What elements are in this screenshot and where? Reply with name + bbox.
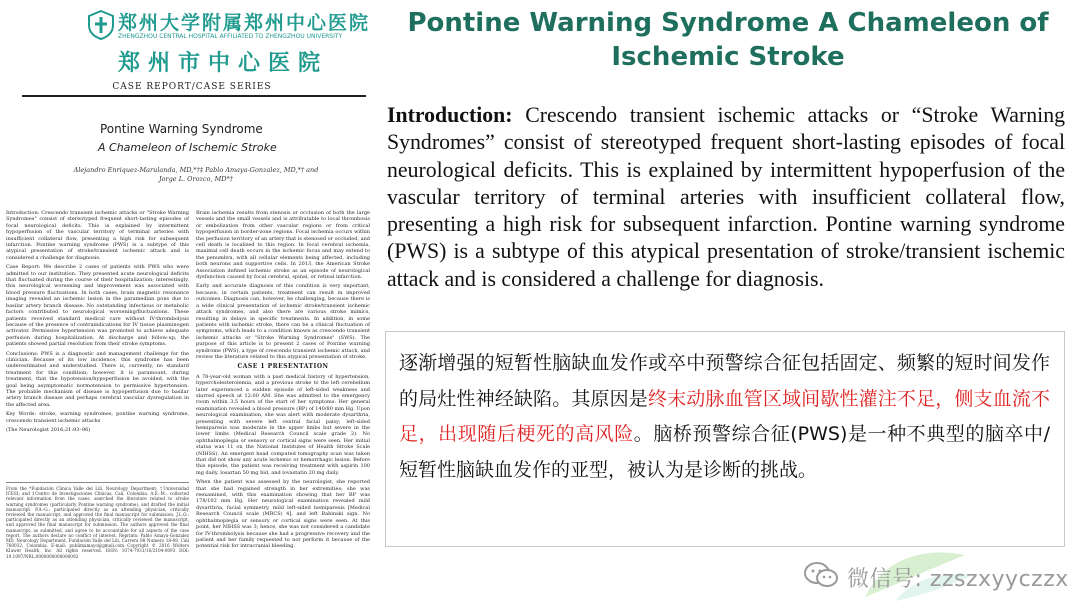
slide-title: Pontine Warning Syndrome A Chameleon of Ischemic Stroke [407, 8, 1049, 72]
body-paragraph: When the patient was assessed by the neurologist, she reported that she had regained strength in her extremities; she was reexamined, with this examination showing that her BP was 178/102 mm Hg. Her neurological examination revealed mild dysarthria, facial symmetry, mild left-sided hemiparesis [Medical Research Council scale (MRCS) 4], and left Babinski sign. No ophthalmoplegia or sensory or cortical signs were seen. At this point, her NIHSS was 3; hence, she was not considered a candidate for IV-thrombolysis because she had a progressive recovery and the patient and her family requested to not perform it because of the potential risk for intracranial bleeding. [196, 479, 370, 550]
hospital-name-en: ZHENGZHOU CENTRAL HOSPITAL AFFILIATED TO ZHENGZHOU UNIVERSITY [118, 33, 343, 40]
case-heading: CASE 1 PRESENTATION [237, 363, 329, 371]
translation-part-1: 逐渐增强的短暂性脑缺血发作或卒中预警综合征包括固定、频繁的短时间发作的局灶性神经缺陷。其原因是 [399, 352, 1050, 410]
translation-text [399, 346, 1050, 488]
abstract-citation: (The Neurologist 2016;21:93–96) [6, 427, 91, 433]
body-paragraph: A 78-year-old woman with a past medical history of hypertension, hypercholesterolemia, and a previous stroke to the left cerebellum later experienced a sudden episode of left-sided weakness and slurred speech at 12:00 AM. She was admitted to the emergency room within 3.5 hours of the start of her symptoms. Her general examination revealed a blood pressure (BP) of 140/80 mm Hg. Upon neurological examination, she was alert with moderate dysarthria, presenting with severe left central facial palsy; left-sided hemiparesis was moderate in the upper limbs but severe in the lower limbs (Medical Research Council scale grade 2). No ophthalmoplegia or sensory or cortical signs were seen. Her initial status was 11 on the National Institutes of Health Stroke Scale (NIHSS). An emergent head computed tomography scan was taken that did not show any acute ischemic or hemorrhagic lesion. Before this episode, the patient was receiving treatment with aspirin 100 mg daily, losartan 50 mg bid, and lovastatin 20 mg daily. [196, 373, 370, 476]
paper-page-image [0, 0, 375, 608]
wechat-icon [803, 561, 839, 589]
body-paragraph: Brain ischemia results from stenosis or occlusion of both the large vessels and the small vessels and is attributable to local thrombosis or embolization from other vascular regions or from critical hypoperfusion in border-zone regions. Focal ischemia occurs within the perfusion territory of an artery that is stenosed or occluded, and cell death is localized to this region. In focal cerebral ischemia, maximal cell death occurs in the ischemic focus and may extend to the penumbra, with all cellular elements being affected, including both neurons and supportive cells. In 2013, the American Stroke Association defined ischemic stroke as an episode of neurological dysfunction caused by focal cerebral, spinal, or retinal infarction. [196, 210, 370, 281]
translation-highlight: 终末动脉血管区域间歇性灌注不足，侧支血流不足，出现随后梗死的高风险 [399, 387, 1050, 445]
paper-authors: Alejandro Enriquez-Marulanda, MD,*†‡ Pablo Amaya-Gonzalez, MD,*† and Jorge L. Orozco, MD*† [73, 166, 319, 183]
paper-subtitle: A Chameleon of Ischemic Stroke [98, 141, 277, 154]
header-rule [22, 95, 366, 97]
paper-body-column [196, 210, 370, 553]
paper-abstract-column [6, 210, 189, 436]
body-paragraph: Early and accurate diagnosis of this condition is very important, because, in certain patients, treatment can result in improved outcomes. Diagnosis can, however, be challenging, because there is a wide clinical presentation of ischemic stroke/transient ischemic attack syndromes, and also there are various stroke mimics, resulting in delays in specific treatments. In addition, in some patients with ischemic stroke, there can be a clinical fluctuation of symptoms, which leads to a condition known as crescendo transient ischemic attacks or "Stroke Warning Syndromes" (SWS). The purpose of this article is to present 2 cases of Pontine warning syndrome (PWS), a type of crescendo transient ischemic attack, and review the literature related to this atypical presentation of stroke. [196, 283, 370, 360]
hospital-name-cn: 郑州大学附属郑州中心医院 [118, 12, 371, 34]
hospital-name-cn-short: 郑州市中心医院 [118, 51, 329, 76]
intro-label: Introduction: [387, 103, 513, 127]
translation-box [385, 331, 1065, 547]
abstract-introduction: Introduction: Crescendo transient ischemic attacks or "Stroke Warning Syndromes" consist of stereotyped frequent short-lasting episodes of focal neurological deficits. This is explained by intermittent hypoperfusion of the vascular territory of terminal arteries with insufficient collateral flow, presenting a high risk for subsequent infarction. Pontine warning syndrome (PWS) is a subtype of this atypical presentation of stroke/transient ischemic attack and is considered a challenge for diagnosis. [6, 210, 189, 261]
hospital-logo-icon [88, 10, 114, 40]
abstract-case-report: Case Report: We describe 2 cases of patients with PWS who were admitted to our institution. They presented acute neurological deficits that fluctuated during the course of their hospitalization; interestingly, this neurological worsening and improvement was associated with blood pressure fluctuations. In both cases, brain magnetic resonance imaging revealed an ischemic lesion in the paramedian pons due to basilar artery branch disease. No outstanding infectious or metabolic factors contributed to neurological worsening/fluctuations. These patients received standard medical care without IV-thrombolysis because of the presence of contraindications for IV tissue plasminogen activator. Permissive hypertension was promoted to achieve adequate perfusion during hospitalization. At discharge and follow-up, the patients showed partial resolution from their stroke symptoms. [6, 264, 189, 348]
footnote-rule [6, 482, 189, 483]
hospital-header [88, 8, 371, 80]
abstract-keywords: Key Words: stroke, warning syndromes, pontine warning syndrome, crescendo transient ischemic attacks [6, 411, 189, 424]
wechat-watermark [795, 555, 1080, 595]
intro-paragraph [387, 102, 1065, 293]
watermark-text: 微信号: zzszxyyczzx [847, 567, 1069, 592]
paper-title: Pontine Warning Syndrome [100, 122, 263, 136]
translation-part-2: 。脑桥预警综合征(PWS)是一种不典型的脑卒中/短暂性脑缺血发作的亚型，被认为是诊断的挑战。 [399, 423, 1050, 481]
paper-footnote: From the *Fundación Clínica Valle del Lili, Neurology Department; †Universidad ICESI; and ‡Centro de Investigaciones Clínicas, Cali, Colombia. A.E.-M.: collected relevant information from the cases, searched the literature related to stroke warning syndromes (particularly Pontine warning syndrome), and drafted the initial manuscript. P.A.-G.: participated directly as an attending physician, critically reviewed the manuscript, and approved the final manuscript for submission. J.L.O.: participated directly as an attending physician, critically reviewed the manuscript, and approved the final manuscript for submission. The authors approved the final manuscript, as submitted, and agree to be accountable for all aspects of the case report. The authors declare no conflict of interest. Reprints: Pablo Amaya-Gonzalez MD, Neurology Department, Fundación Valle del Lili, Carrera 98 Numero 18-49, Cali 760032, Colombia. E-mail: publimamayo@gmail.com Copyright © 2016 Wolters Kluwer Health, Inc. All rights reserved. ISSN: 1074-7931/16/2104-0093 DOI: 10.1097/NRL.0000000000000092 [6, 486, 189, 559]
intro-text: Crescendo transient ischemic attacks or “Stroke Warning Syndromes” consist of stereotyped frequent short-lasting episodes of focal neurological deficits. This is explained by intermittent hypoperfusion of the vascular territory of terminal arteries with insufficient collateral flow, presenting a high risk for subsequent infarction. Pontine warning syndrome (PWS) is a subtype of this atypical presentation of stroke/transient ischemic attack and is considered a challenge for diagnosis. [387, 103, 1065, 291]
case-series-label: CASE REPORT/CASE SERIES [112, 82, 272, 92]
abstract-conclusions: Conclusions: PWS is a diagnostic and management challenge for the clinician. Because of its low incidence, this syndrome has been underestimated and understudied. There is, currently, no standard treatment for this condition; however, it is paramount, during treatment, that the hypotension/hypoperfusion be avoided, with the goal being asymptomatic normotension to permissive hypertension. The probable mechanism of disease is hypoperfusion due to basilar artery branch disease and perhaps cerebral vascular dysregulation in the affected area. [6, 350, 189, 408]
